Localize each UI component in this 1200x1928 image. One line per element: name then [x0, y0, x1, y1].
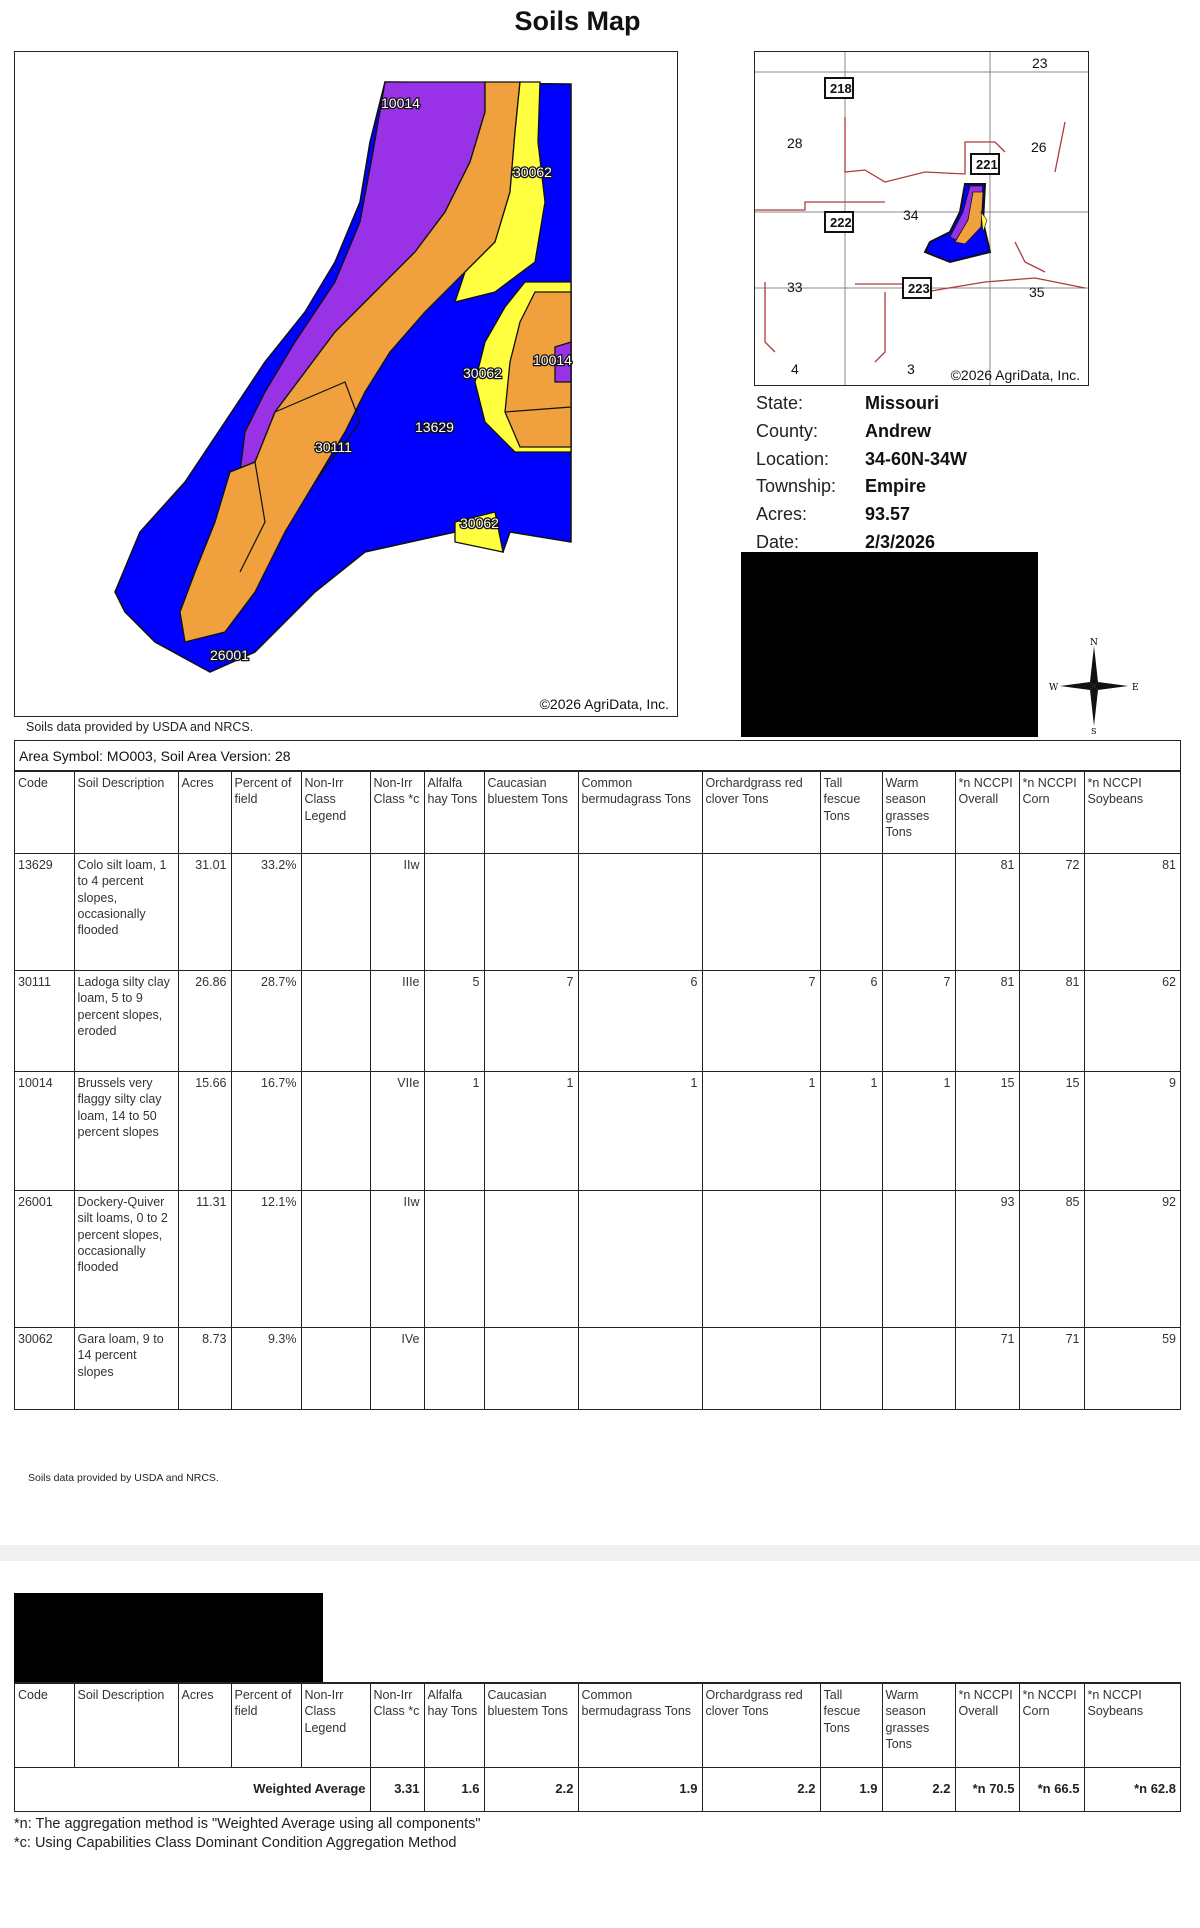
page-break [0, 1545, 1200, 1561]
compass-east: E [1132, 683, 1139, 693]
column-header: Tall fescue Tons [820, 772, 882, 854]
column-header: Non-Irr Class *c [370, 1684, 424, 1768]
orchardgrass-value [702, 1191, 820, 1328]
road-label: 222 [830, 215, 852, 230]
footnote: *n: The aggregation method is "Weighted Average using all components" [14, 1816, 481, 1832]
class-legend-swatch [301, 1328, 370, 1409]
footnote: *c: Using Capabilities Class Dominant Condition Aggregation Method [14, 1835, 457, 1851]
column-header: Tall fescue Tons [820, 1684, 882, 1768]
soil-map-label: 30062 [463, 365, 502, 381]
class-legend-swatch [301, 971, 370, 1072]
orchardgrass-value: 1 [702, 1072, 820, 1191]
redaction-box [741, 552, 1038, 737]
soil-map-drawing [15, 52, 678, 717]
nccpi-overall-value: 93 [955, 1191, 1019, 1328]
nccpi-corn-value: 71 [1019, 1328, 1084, 1409]
compass-west: W [1049, 683, 1059, 693]
column-header: Non-Irr Class Legend [301, 772, 370, 854]
info-row-township [756, 473, 1086, 501]
field-info [756, 390, 1086, 556]
info-label: Location: [756, 448, 830, 469]
soil-code: 30062 [15, 1328, 74, 1409]
alfalfa-value: 1 [424, 1072, 484, 1191]
info-value: 34-60N-34W [865, 448, 968, 469]
soil-description: Colo silt loam, 1 to 4 percent slopes, occasionally flooded [74, 854, 178, 971]
warm-season-value: 7 [882, 971, 955, 1072]
bermudagrass-value [578, 854, 702, 971]
weighted-tall-fescue: 1.9 [820, 1768, 882, 1811]
nccpi-corn-value: 85 [1019, 1191, 1084, 1328]
info-label: Acres: [756, 504, 808, 525]
info-label: Date: [756, 531, 800, 552]
weighted-alfalfa: 1.6 [424, 1768, 484, 1811]
soil-map-label: 30062 [513, 164, 552, 180]
soil-class: IIw [370, 854, 424, 971]
bluestem-value [484, 854, 578, 971]
weighted-orchardgrass: 2.2 [702, 1768, 820, 1811]
tall-fescue-value [820, 1191, 882, 1328]
column-header: Percent of field [231, 1684, 301, 1768]
nccpi-soybeans-value: 81 [1084, 854, 1180, 971]
weighted-warm-season: 2.2 [882, 1768, 955, 1811]
warm-season-value [882, 1328, 955, 1409]
section-label: 34 [903, 207, 919, 223]
section-label: 4 [791, 361, 799, 377]
nccpi-soybeans-value: 9 [1084, 1072, 1180, 1191]
soil-code: 26001 [15, 1191, 74, 1328]
bluestem-value [484, 1328, 578, 1409]
weighted-nccpi-overall: *n 70.5 [955, 1768, 1019, 1811]
info-label: Township: [756, 476, 837, 497]
table-row [15, 1328, 1180, 1409]
soil-percent: 33.2% [231, 854, 301, 971]
nccpi-soybeans-value: 59 [1084, 1328, 1180, 1409]
table-header-row [15, 1684, 1180, 1768]
table-row [15, 971, 1180, 1072]
info-row-acres [756, 501, 1086, 529]
column-header: Orchardgrass red clover Tons [702, 772, 820, 854]
area-symbol: Area Symbol: MO003, Soil Area Version: 28 [15, 741, 1180, 771]
redaction-box [14, 1593, 323, 1682]
column-header: Acres [178, 772, 231, 854]
section-label: 26 [1031, 139, 1047, 155]
soil-percent: 12.1% [231, 1191, 301, 1328]
soil-percent: 16.7% [231, 1072, 301, 1191]
column-header: Common bermudagrass Tons [578, 772, 702, 854]
weighted-class: 3.31 [370, 1768, 424, 1811]
nccpi-overall-value: 81 [955, 971, 1019, 1072]
section-label: 23 [1032, 55, 1048, 71]
nccpi-soybeans-value: 92 [1084, 1191, 1180, 1328]
weighted-bluestem: 2.2 [484, 1768, 578, 1811]
info-value: Empire [865, 476, 927, 497]
class-legend-swatch [301, 1072, 370, 1191]
info-value: 2/3/2026 [865, 531, 936, 552]
compass-north: N [1090, 638, 1098, 648]
soil-percent: 28.7% [231, 971, 301, 1072]
bermudagrass-value: 1 [578, 1072, 702, 1191]
column-header: Non-Irr Class Legend [301, 1684, 370, 1768]
soil-description: Ladoga silty clay loam, 5 to 9 percent slopes, eroded [74, 971, 178, 1072]
bermudagrass-value [578, 1328, 702, 1409]
table-row [15, 854, 1180, 971]
orchardgrass-value [702, 1328, 820, 1409]
source-note: Soils data provided by USDA and NRCS. [26, 720, 254, 734]
road-label: 223 [908, 281, 930, 296]
weighted-average-table [14, 1682, 1181, 1812]
column-header: Alfalfa hay Tons [424, 1684, 484, 1768]
soil-class: VIIe [370, 1072, 424, 1191]
column-header: Caucasian bluestem Tons [484, 772, 578, 854]
table-header-row [15, 772, 1180, 854]
road-label: 218 [830, 81, 852, 96]
column-header: *n NCCPI Corn [1019, 772, 1084, 854]
weighted-nccpi-soybeans: *n 62.8 [1084, 1768, 1180, 1811]
soil-description: Gara loam, 9 to 14 percent slopes [74, 1328, 178, 1409]
warm-season-value [882, 1191, 955, 1328]
section-label: 3 [907, 361, 915, 377]
compass-rose-icon [1048, 638, 1140, 734]
info-row-state [756, 390, 1086, 418]
column-header: Code [15, 772, 74, 854]
nccpi-corn-value: 81 [1019, 971, 1084, 1072]
bermudagrass-value [578, 1191, 702, 1328]
info-value: Andrew [865, 421, 932, 442]
bluestem-value [484, 1191, 578, 1328]
column-header: Percent of field [231, 772, 301, 854]
weighted-nccpi-corn: *n 66.5 [1019, 1768, 1084, 1811]
class-legend-swatch [301, 1191, 370, 1328]
soil-code: 30111 [15, 971, 74, 1072]
bermudagrass-value: 6 [578, 971, 702, 1072]
orchardgrass-value: 7 [702, 971, 820, 1072]
info-value: Missouri [865, 393, 940, 414]
info-label: County: [756, 421, 819, 442]
tall-fescue-value [820, 854, 882, 971]
soil-map-copyright: ©2026 AgriData, Inc. [539, 696, 669, 712]
location-map [754, 51, 1089, 386]
page-title: Soils Map [514, 6, 641, 36]
soil-class: IIw [370, 1191, 424, 1328]
weighted-bermudagrass: 1.9 [578, 1768, 702, 1811]
soils-table [14, 740, 1181, 1410]
table-row [15, 1072, 1180, 1191]
tall-fescue-value: 1 [820, 1072, 882, 1191]
section-label: 33 [787, 279, 803, 295]
alfalfa-value [424, 1191, 484, 1328]
column-header: Common bermudagrass Tons [578, 1684, 702, 1768]
bluestem-value: 1 [484, 1072, 578, 1191]
alfalfa-value: 5 [424, 971, 484, 1072]
soil-acres: 8.73 [178, 1328, 231, 1409]
info-value: 93.57 [865, 504, 911, 525]
column-header: Orchardgrass red clover Tons [702, 1684, 820, 1768]
column-header: Soil Description [74, 772, 178, 854]
info-row-county [756, 418, 1086, 446]
info-label: State: [756, 393, 804, 414]
soil-map-label: 10014 [381, 95, 420, 111]
column-header: *n NCCPI Soybeans [1084, 1684, 1180, 1768]
nccpi-overall-value: 81 [955, 854, 1019, 971]
column-header: Warm season grasses Tons [882, 1684, 955, 1768]
column-header: Acres [178, 1684, 231, 1768]
column-header: Code [15, 1684, 74, 1768]
road-label: 221 [976, 157, 998, 172]
weighted-average-label: Weighted Average [15, 1768, 370, 1811]
soil-code: 10014 [15, 1072, 74, 1191]
nccpi-corn-value: 15 [1019, 1072, 1084, 1191]
soil-acres: 31.01 [178, 854, 231, 971]
info-row-location [756, 445, 1086, 473]
orchardgrass-value [702, 854, 820, 971]
section-label: 28 [787, 135, 803, 151]
soil-map [14, 51, 678, 717]
soil-percent: 9.3% [231, 1328, 301, 1409]
alfalfa-value [424, 854, 484, 971]
section-label: 35 [1029, 284, 1045, 300]
soil-map-label: 30111 [315, 439, 352, 455]
nccpi-overall-value: 71 [955, 1328, 1019, 1409]
location-map-copyright: ©2026 AgriData, Inc. [950, 367, 1080, 383]
soil-map-label: 13629 [415, 419, 454, 435]
table-row [15, 1191, 1180, 1328]
soil-map-label: 10014 [533, 352, 572, 368]
nccpi-soybeans-value: 62 [1084, 971, 1180, 1072]
column-header: *n NCCPI Overall [955, 1684, 1019, 1768]
soil-acres: 11.31 [178, 1191, 231, 1328]
soil-description: Dockery-Quiver silt loams, 0 to 2 percent slopes, occasionally flooded [74, 1191, 178, 1328]
compass-south: S [1091, 727, 1097, 734]
soil-code: 13629 [15, 854, 74, 971]
column-header: *n NCCPI Soybeans [1084, 772, 1180, 854]
tall-fescue-value [820, 1328, 882, 1409]
warm-season-value: 1 [882, 1072, 955, 1191]
column-header: Soil Description [74, 1684, 178, 1768]
soil-class: IIIe [370, 971, 424, 1072]
nccpi-overall-value: 15 [955, 1072, 1019, 1191]
soil-description: Brussels very flaggy silty clay loam, 14 to 50 percent slopes [74, 1072, 178, 1191]
warm-season-value [882, 854, 955, 971]
soil-map-label: 30062 [460, 515, 499, 531]
column-header: Alfalfa hay Tons [424, 772, 484, 854]
soil-acres: 26.86 [178, 971, 231, 1072]
soil-class: IVe [370, 1328, 424, 1409]
column-header: *n NCCPI Corn [1019, 1684, 1084, 1768]
location-map-drawing [755, 52, 1089, 386]
nccpi-corn-value: 72 [1019, 854, 1084, 971]
tall-fescue-value: 6 [820, 971, 882, 1072]
source-note: Soils data provided by USDA and NRCS. [28, 1472, 219, 1484]
class-legend-swatch [301, 854, 370, 971]
alfalfa-value [424, 1328, 484, 1409]
soil-map-label: 26001 [210, 647, 249, 663]
column-header: Warm season grasses Tons [882, 772, 955, 854]
bluestem-value: 7 [484, 971, 578, 1072]
column-header: Caucasian bluestem Tons [484, 1684, 578, 1768]
soil-acres: 15.66 [178, 1072, 231, 1191]
column-header: Non-Irr Class *c [370, 772, 424, 854]
column-header: *n NCCPI Overall [955, 772, 1019, 854]
weighted-average-row [15, 1768, 1180, 1811]
